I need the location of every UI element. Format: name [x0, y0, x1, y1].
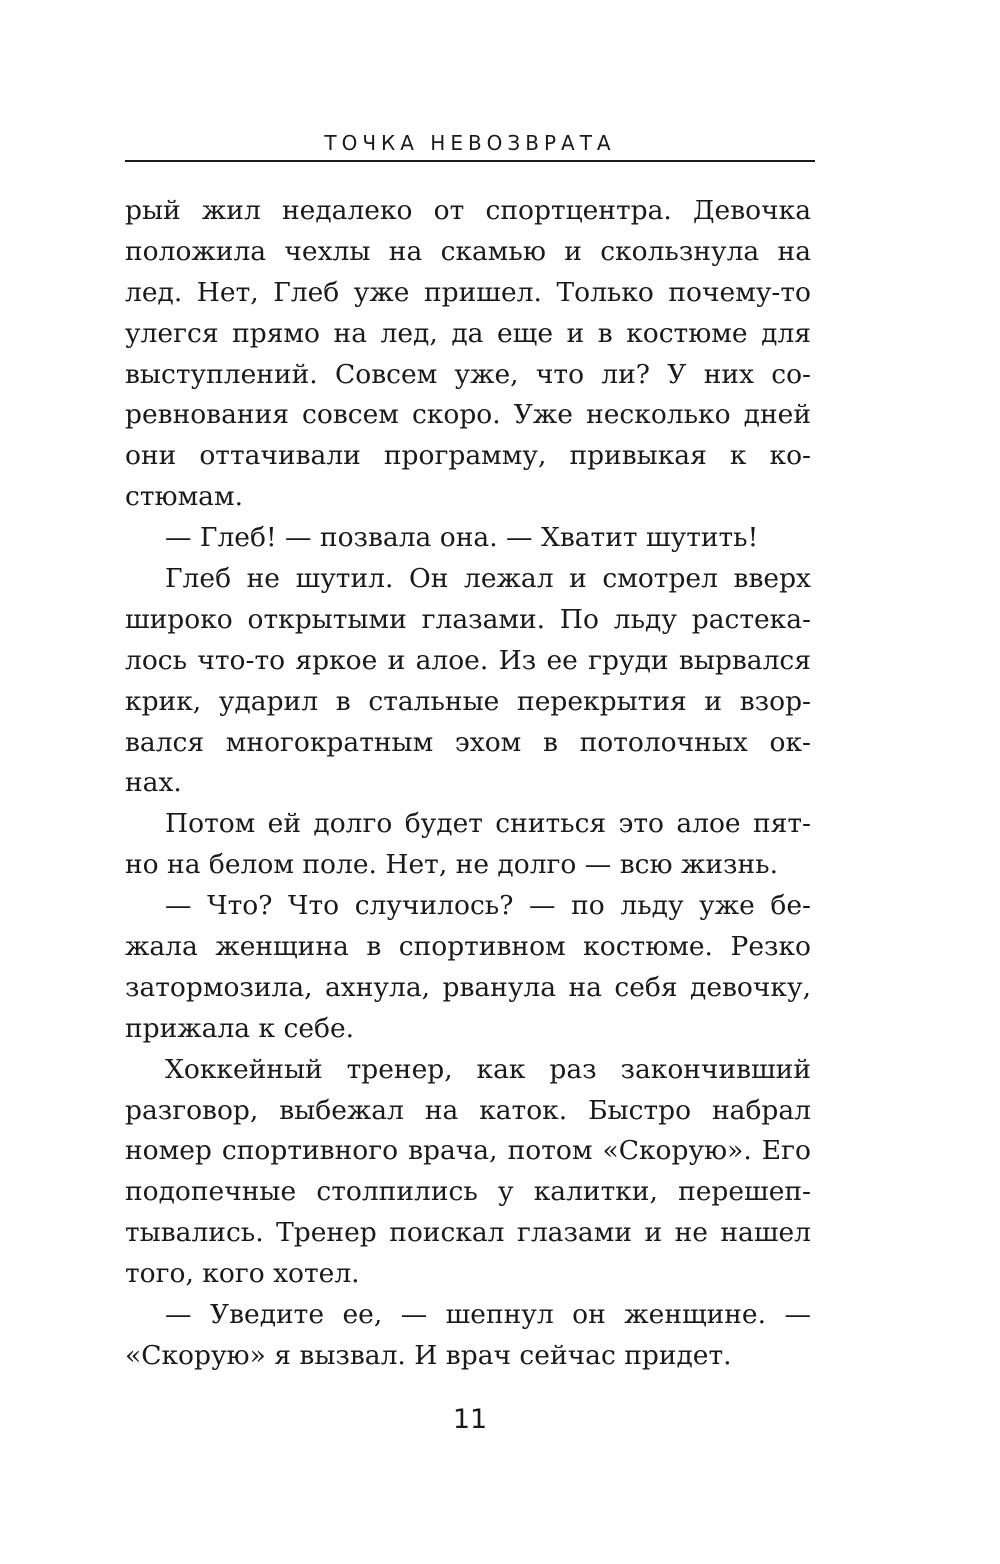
text-line: вался многократным эхом в потолочных ок-	[125, 726, 811, 758]
text-line: положила чехлы на скамью и скользнула на	[125, 235, 811, 267]
text-line: того, кого хотел.	[125, 1258, 360, 1290]
text-line: подопечные столпились у калитки, перешеп-	[125, 1176, 811, 1208]
text-line: выступлений. Совсем уже, что ли? У них со-	[125, 358, 811, 390]
text-line: тывались. Тренер поискал глазами и не нашел	[125, 1217, 811, 1249]
text-line: широко открытыми глазами. По льду растека-	[125, 603, 811, 635]
page-number: 11	[452, 1404, 488, 1435]
text-line: «Скорую» я вызвал. И врач сейчас придет.	[125, 1339, 732, 1371]
text-line: — Уведите ее, — шепнул он женщине. —	[165, 1299, 811, 1331]
text-line: Глеб не шутил. Он лежал и смотрел вверх	[165, 563, 811, 595]
text-line: затормозила, ахнула, рванула на себя девочку,	[125, 971, 811, 1003]
header-rule-divider	[125, 160, 815, 162]
text-line: Потом ей долго будет сниться это алое пят-	[165, 808, 811, 840]
text-line: лось что-то яркое и алое. Из ее груди вырвался	[125, 644, 811, 676]
text-line: ревнования совсем скоро. Уже несколько дней	[125, 399, 811, 431]
text-line: нах.	[125, 767, 182, 799]
text-line: прижала к себе.	[125, 1012, 355, 1044]
text-line: стюмам.	[125, 481, 244, 513]
text-line: улегся прямо на лед, да еще и в костюме для	[125, 317, 811, 349]
text-line: жала женщина в спортивном костюме. Резко	[125, 931, 811, 963]
text-line: разговор, выбежал на каток. Быстро набрал	[125, 1094, 811, 1126]
text-line: — Что? Что случилось? — по льду уже бе-	[165, 890, 811, 922]
text-line: они оттачивали программу, привыкая к ко-	[125, 440, 811, 472]
text-line: — Глеб! — позвала она. — Хватит шутить!	[165, 522, 759, 554]
text-line: лед. Нет, Глеб уже пришел. Только почему-то	[125, 276, 811, 308]
text-line: Хоккейный тренер, как раз закончивший	[165, 1053, 811, 1085]
running-head-title: ТОЧКА НЕВОЗВРАТА	[324, 131, 616, 155]
body-text	[125, 191, 811, 1377]
text-line: номер спортивного врача, потом «Скорую». Его	[125, 1135, 811, 1167]
text-line: но на белом поле. Нет, не долго — всю жизнь.	[125, 849, 778, 881]
text-line: крик, ударил в стальные перекрытия и взор-	[125, 685, 811, 717]
text-line: рый жил недалеко от спортцентра. Девочка	[125, 195, 811, 226]
